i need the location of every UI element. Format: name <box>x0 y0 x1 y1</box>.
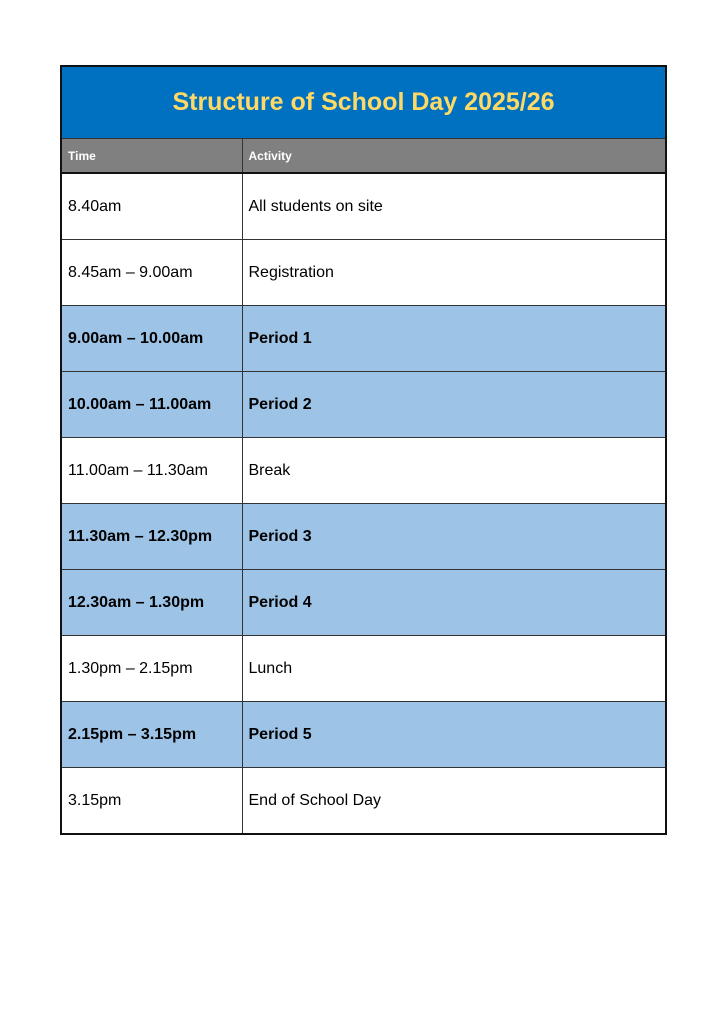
activity-cell: Registration <box>242 240 666 306</box>
table-row <box>61 438 666 504</box>
table-row <box>61 173 666 240</box>
activity-cell: End of School Day <box>242 768 666 835</box>
time-cell: 12.30am – 1.30pm <box>61 570 242 636</box>
table-row <box>61 372 666 438</box>
activity-cell: Period 4 <box>242 570 666 636</box>
activity-cell: Period 5 <box>242 702 666 768</box>
table-row <box>61 702 666 768</box>
time-cell: 2.15pm – 3.15pm <box>61 702 242 768</box>
table-row <box>61 768 666 835</box>
table-row <box>61 636 666 702</box>
header-row <box>61 139 666 174</box>
table-row <box>61 570 666 636</box>
activity-cell: Period 2 <box>242 372 666 438</box>
time-cell: 9.00am – 10.00am <box>61 306 242 372</box>
activity-cell: All students on site <box>242 173 666 240</box>
activity-cell: Lunch <box>242 636 666 702</box>
time-cell: 10.00am – 11.00am <box>61 372 242 438</box>
time-cell: 11.30am – 12.30pm <box>61 504 242 570</box>
table-title: Structure of School Day 2025/26 <box>61 66 666 139</box>
table-row <box>61 306 666 372</box>
time-cell: 8.40am <box>61 173 242 240</box>
table-row <box>61 504 666 570</box>
activity-cell: Period 3 <box>242 504 666 570</box>
activity-cell: Break <box>242 438 666 504</box>
time-cell: 3.15pm <box>61 768 242 835</box>
time-cell: 8.45am – 9.00am <box>61 240 242 306</box>
title-row <box>61 66 666 139</box>
table-row <box>61 240 666 306</box>
time-cell: 1.30pm – 2.15pm <box>61 636 242 702</box>
column-header-activity: Activity <box>242 139 666 174</box>
time-cell: 11.00am – 11.30am <box>61 438 242 504</box>
column-header-time: Time <box>61 139 242 174</box>
school-day-table <box>60 65 667 835</box>
activity-cell: Period 1 <box>242 306 666 372</box>
